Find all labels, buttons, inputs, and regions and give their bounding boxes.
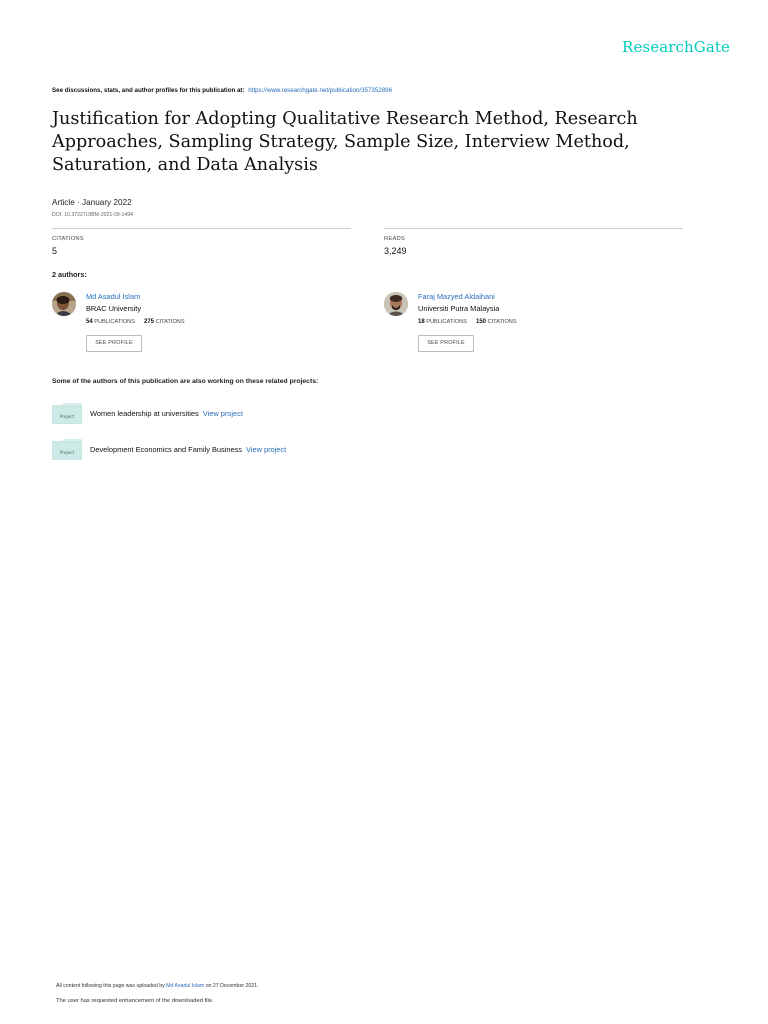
reads-label: READS [384,236,405,242]
publications-count: 18 [418,319,425,325]
view-project-link[interactable]: View project [202,409,243,418]
project-title: Development Economics and Family Business [90,445,242,454]
view-project-link[interactable]: View project [246,445,287,454]
citations-label: CITATIONS [52,236,84,242]
author-card [384,292,684,354]
upload-notice [56,983,258,989]
author-card [52,292,352,354]
project-row [52,403,452,425]
author-citations-label: CITATIONS [155,319,185,325]
author-citations-count: 150 [476,319,487,325]
uploader-link[interactable]: Md Asadul Islam [166,983,205,989]
citations-value: 5 [52,246,58,256]
publications-label: PUBLICATIONS [426,319,467,325]
project-row [52,439,452,461]
article-type-date: Article · January 2022 [52,198,132,207]
author-institution: Universiti Putra Malaysia [418,304,500,313]
see-profile-button[interactable]: SEE PROFILE [418,335,474,352]
project-entry [90,409,243,418]
project-entry [90,445,286,454]
project-icon-label: Project [59,450,75,455]
upload-suffix: on 27 December 2021. [205,983,259,989]
publications-label: PUBLICATIONS [94,319,135,325]
authors-count: 2 authors: [52,270,87,279]
project-icon-label: Project [59,414,75,419]
citations-divider [52,228,351,229]
author-citations-label: CITATIONS [487,319,517,325]
discussion-notice-text: See discussions, stats, and author profiles for this publication at: [52,87,245,94]
project-folder-icon[interactable] [52,403,82,424]
reads-value: 3,249 [384,246,407,256]
discussion-notice [52,87,392,94]
upload-prefix: All content following this page was uploaded by [56,983,165,989]
author-photo-icon[interactable] [384,292,408,316]
publication-url-link[interactable]: https://www.researchgate.net/publication/357352896 [248,87,393,94]
author-stats [86,319,185,325]
author-photo-icon[interactable] [52,292,76,316]
publications-count: 54 [86,319,93,325]
enhancement-request-note: The user has requested enhancement of the downloaded file. [56,998,214,1004]
author-stats [418,319,517,325]
project-folder-icon[interactable] [52,439,82,460]
related-projects-heading: Some of the authors of this publication are also working on these related projects: [52,378,319,385]
doi-text: DOI: 10.37227/JIBM-2021-09-1494 [52,212,134,218]
author-citations-count: 275 [144,319,155,325]
author-institution: BRAC University [86,304,142,313]
publication-title: Justification for Adopting Qualitative Research Method, Research Approaches, Sampling Strategy, Sample Size, Interview Method, Saturation, and Data Analysis [52,109,638,175]
researchgate-logo[interactable]: ResearchGate [622,38,730,56]
see-profile-button[interactable]: SEE PROFILE [86,335,142,352]
author-name-link[interactable]: Md Asadul Islam [86,292,141,301]
reads-divider [384,228,683,229]
author-name-link[interactable]: Faraj Mazyed Aldaihani [418,292,495,301]
project-title: Women leadership at universities [90,409,199,418]
